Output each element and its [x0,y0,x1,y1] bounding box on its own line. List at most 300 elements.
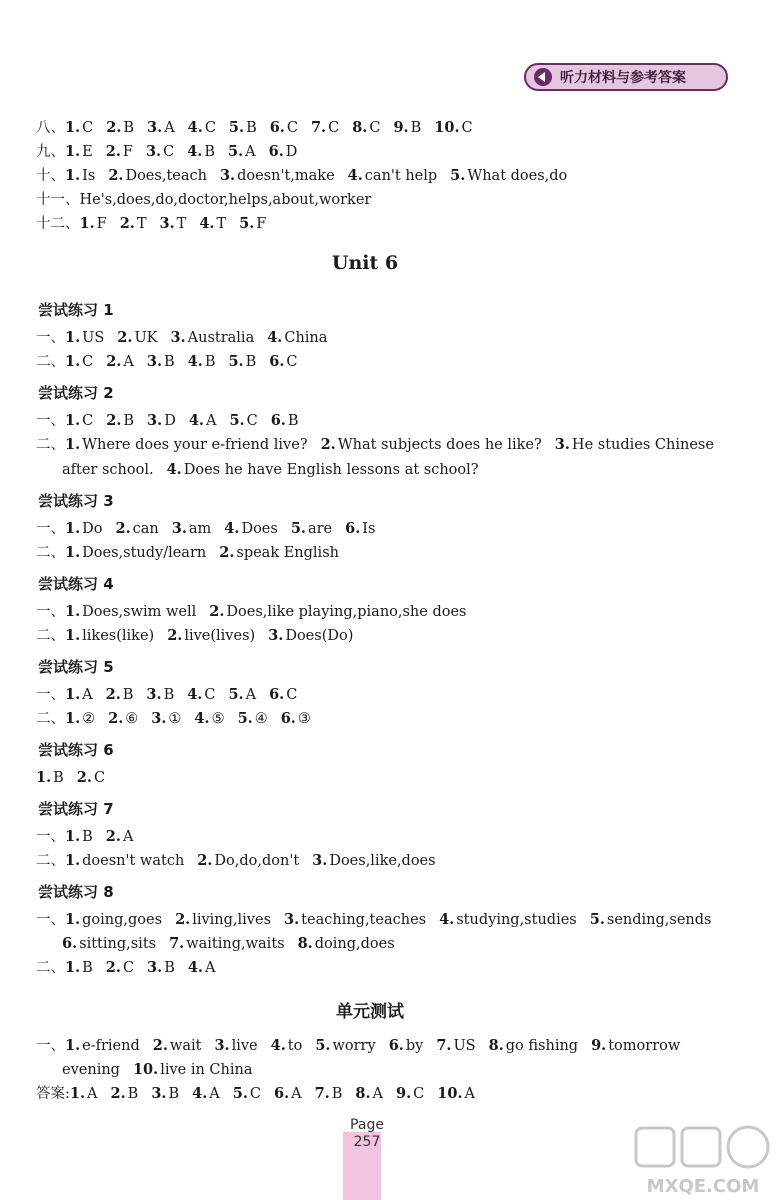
answer-value: UK [134,330,158,346]
answer-item [311,120,339,136]
answer-item [284,912,426,928]
answer-value: D [285,144,298,160]
header-tag-label: 听力材料与参考答案 [560,70,686,86]
answer-value: studying,studies [456,912,577,928]
answer-value: B [164,354,175,370]
answer-number: 2. [105,828,121,845]
answer-value: C [204,687,216,703]
answer-item [62,936,156,952]
answer-item [147,413,176,429]
answer-value: after school. [62,462,154,478]
answer-number: 4. [199,215,215,232]
answer-value: C [461,120,473,136]
answer-value: A [464,1086,475,1102]
section-heading: 尝试练习 8 [38,883,114,901]
answer-number: 3. [146,353,163,370]
answer-line [62,460,492,480]
answer-item [591,1038,680,1054]
answer-item [238,711,268,727]
answer-item [175,912,271,928]
answer-number: 5. [450,167,466,184]
answer-value: ① [168,711,182,727]
answer-number: 4. [187,686,203,703]
question-group-prefix: 答案: [36,1086,70,1102]
answer-item [269,144,298,160]
answer-item [348,168,438,184]
answer-item [116,521,159,537]
section-heading: 尝试练习 2 [38,384,114,402]
answer-value: Does,like playing,piano,she does [226,604,467,620]
answer-number: 4. [187,143,203,160]
answer-item [106,413,134,429]
answer-value: A [245,144,256,160]
answer-value: am [188,521,212,537]
answer-item [389,1038,424,1054]
answer-item [80,216,107,232]
answer-number: 10. [132,1061,159,1078]
answer-item [65,437,308,453]
answer-value: Is [82,168,96,184]
answer-number: 1. [65,520,81,537]
answer-item [187,687,215,703]
answer-value: doesn't,make [237,168,335,184]
answer-number: 2. [76,769,92,786]
answer-item [209,604,466,620]
answer-value: living,lives [192,912,272,928]
answer-value: ⑥ [125,711,139,727]
answer-value: Do [82,521,103,537]
section-heading: 尝试练习 1 [38,301,114,319]
answer-number: 4. [439,911,455,928]
answer-number: 8. [297,935,313,952]
answer-value: to [287,1038,303,1054]
speaker-arrow-icon [534,68,552,86]
answer-number: 3. [170,329,186,346]
answer-value: T [216,216,227,232]
answer-value: C [413,1086,425,1102]
answer-number: 6. [269,353,285,370]
answer-number: 2. [110,1085,126,1102]
answer-number: 4. [187,119,203,136]
answer-number: 4. [187,959,203,976]
answer-value: sending,sends [606,912,712,928]
answer-item [436,1038,475,1054]
answer-line [36,685,310,705]
answer-item [298,936,395,952]
answer-number: 1. [65,119,81,136]
page-label: Page [350,1117,384,1133]
answer-number: 1. [65,627,81,644]
answer-number: 1. [36,769,52,786]
answer-value: Australia [187,330,255,346]
answer-value: B [331,1086,343,1102]
answer-number: 4. [270,1037,286,1054]
section-heading: 尝试练习 3 [38,492,114,510]
answer-value: live in China [160,1062,253,1078]
answer-value: Does,teach [125,168,207,184]
answer-line [36,1036,693,1056]
answer-line [36,958,228,978]
answer-number: 6. [345,520,361,537]
answer-number: 2. [117,329,133,346]
answer-item [65,912,162,928]
answer-number: 5. [227,143,244,160]
answer-value: ③ [297,711,311,727]
answer-item [169,936,285,952]
answer-number: 9. [393,119,409,136]
answer-item [65,545,206,561]
answer-number: 1. [65,1037,81,1054]
answer-item [65,168,95,184]
answer-line [36,519,388,539]
section-heading: 尝试练习 6 [38,741,114,759]
answer-value: B [410,120,422,136]
answer-number: 8. [488,1037,504,1054]
answer-item [270,120,298,136]
answer-number: 3. [147,412,163,429]
answer-value: likes(like) [82,628,155,644]
answer-item [171,330,255,346]
answer-item [355,1086,383,1102]
answer-value: worry [332,1038,376,1054]
answer-value: What subjects does he like? [337,437,542,453]
answer-item [65,330,104,346]
answer-line [36,626,366,646]
answer-value: A [164,120,175,136]
answer-item [133,1062,253,1078]
answer-value: doing,does [314,936,395,952]
answer-item [106,687,134,703]
answer-item [197,853,299,869]
answer-item [147,354,175,370]
answer-item [167,462,479,478]
answer-value: D [164,413,176,429]
answer-item [65,711,95,727]
answer-item [228,687,256,703]
answer-item [396,1086,424,1102]
answer-number: 5. [589,911,605,928]
question-group-prefix: 十二、 [36,216,80,232]
answer-item [153,1038,202,1054]
answer-value: Does,study/learn [82,545,207,561]
answer-value: sitting,sits [79,936,157,952]
answer-number: 6. [269,686,285,703]
answer-value: ② [82,711,96,727]
answer-item [172,521,212,537]
answer-number: 1. [69,1085,86,1102]
answer-item [65,120,93,136]
answer-value: B [127,1086,139,1102]
answer-item [219,545,339,561]
answer-item [312,853,435,869]
answer-value: China [284,330,328,346]
answer-item [393,120,421,136]
answer-line [62,934,408,954]
answer-item [62,462,154,478]
answer-value: can [132,521,159,537]
answer-value: A [245,687,257,703]
answer-line [36,851,449,871]
answer-value: F [122,144,133,160]
answer-line [36,166,580,186]
answer-value: C [82,120,94,136]
answer-item [199,216,226,232]
answer-number: 2. [106,412,122,429]
answer-number: 2. [106,119,122,136]
answer-number: 4. [347,167,363,184]
answer-number: 5. [315,1037,331,1054]
answer-value: wait [169,1038,202,1054]
answer-number: 1. [65,436,81,453]
answer-value: Does [241,521,278,537]
answer-line [36,328,340,348]
answer-item [269,354,297,370]
answer-item [267,330,327,346]
question-group-prefix: 一、 [36,330,65,346]
answer-item [555,437,714,453]
answer-item [188,354,216,370]
answer-item [106,120,134,136]
answer-item [65,521,103,537]
answer-item [271,1038,303,1054]
answer-value: speak English [236,545,339,561]
answer-item [239,216,266,232]
answer-number: 1. [65,911,81,928]
answer-value: waiting,waits [186,936,285,952]
answer-number: 5. [237,710,253,727]
section-heading: 尝试练习 7 [38,800,114,818]
answer-value: B [123,120,135,136]
answer-item [106,144,133,160]
answer-number: 6. [270,412,286,429]
answer-item [70,1086,98,1102]
answer-number: 2. [119,215,135,232]
answer-number: 1. [65,353,81,370]
answer-item [151,711,181,727]
answer-item [65,853,184,869]
answer-item [194,711,224,727]
answer-value: B [246,120,257,136]
answer-value: B [168,1086,180,1102]
answer-value: B [53,770,64,786]
answer-item [189,413,217,429]
answer-value: go fishing [505,1038,579,1054]
answer-number: 4. [166,461,182,478]
answer-number: 3. [147,119,163,136]
answer-value: E [82,144,93,160]
answer-line [36,910,724,930]
answer-item [120,216,147,232]
header-tag [524,63,728,91]
answer-line [36,118,486,138]
answer-value: A [82,687,93,703]
answer-number: 2. [209,603,225,620]
answer-value: Does,swim well [82,604,197,620]
answer-number: 1. [65,852,81,869]
answer-value: Does he have English lessons at school? [183,462,479,478]
answer-item [111,1086,139,1102]
question-group-prefix: 十、 [36,168,65,184]
answer-number: 1. [65,329,81,346]
answer-item [65,413,93,429]
question-group-prefix: 二、 [36,545,65,561]
answer-item [62,1062,120,1078]
answer-number: 9. [396,1085,412,1102]
answer-value: What does,do [467,168,568,184]
question-group-prefix: 二、 [36,711,65,727]
answer-number: 2. [115,520,131,537]
answer-item [65,354,93,370]
answer-item [65,628,154,644]
answer-number: 3. [151,710,167,727]
answer-item [345,521,375,537]
answer-item [65,960,93,976]
answer-value: He's,does,do,doctor,helps,about,worker [79,192,372,208]
answer-item [233,1086,261,1102]
answer-item [188,960,216,976]
answer-value: F [256,216,267,232]
answer-number: 5. [232,1085,248,1102]
answer-value: C [249,1086,261,1102]
answer-value: teaching,teaches [301,912,427,928]
answer-item [229,120,257,136]
answer-value: A [123,354,134,370]
answer-line [36,709,324,729]
question-group-prefix: 八、 [36,120,65,136]
answer-number: 6. [268,143,284,160]
answer-number: 2. [320,436,336,453]
watermark-text: MXQE.COM [646,1176,760,1197]
answer-value: A [87,1086,98,1102]
section-heading: 尝试练习 4 [38,575,114,593]
answer-number: 4. [224,520,240,537]
question-group-prefix: 九、 [36,144,65,160]
unit-test-title: 单元测试 [336,1002,404,1022]
answer-number: 4. [187,353,203,370]
answer-number: 6. [269,119,285,136]
watermark-logo [628,1120,778,1200]
answer-value: B [245,354,257,370]
answer-number: 2. [106,353,122,370]
answer-item [229,413,257,429]
question-group-prefix: 二、 [36,853,65,869]
answer-number: 8. [355,1085,371,1102]
answer-value: B [82,960,93,976]
answer-item [65,1038,140,1054]
answer-item [269,687,297,703]
answer-number: 2. [152,1037,168,1054]
unit-title: Unit 6 [331,252,399,274]
answer-item [65,687,93,703]
question-group-prefix: 一、 [36,413,65,429]
answer-value: Does(Do) [285,628,354,644]
answer-value: going,goes [82,912,163,928]
answer-number: 5. [228,119,245,136]
answer-item [65,144,93,160]
answer-item [434,120,472,136]
answer-number: 1. [65,710,81,727]
answer-item [315,1086,343,1102]
answer-value: can't help [364,168,438,184]
answer-number: 3. [219,167,236,184]
answer-value: C [286,354,298,370]
answer-item [146,144,174,160]
answer-line [36,1084,488,1104]
answer-line [36,411,312,431]
answer-value: are [307,521,333,537]
answer-value: A [204,960,216,976]
question-group-prefix: 二、 [36,628,65,644]
answer-value: US [82,330,105,346]
answer-value: ⑤ [211,711,225,727]
answer-item [160,216,187,232]
answer-item [228,354,256,370]
question-group-prefix: 十一、 [36,192,80,208]
answer-item [274,1086,302,1102]
answer-number: 1. [65,167,81,184]
answer-item [450,168,567,184]
answer-number: 3. [171,520,187,537]
question-group-prefix: 一、 [36,687,65,703]
answer-number: 3. [147,959,163,976]
answer-line [36,543,352,563]
answer-item [590,912,712,928]
answer-number: 2. [175,911,191,928]
answer-number: 2. [219,544,235,561]
answer-value: C [286,687,298,703]
answer-value: C [82,354,94,370]
section-heading: 尝试练习 5 [38,658,114,676]
answer-number: 6. [62,935,78,952]
answer-number: 5. [290,520,306,537]
answer-number: 3. [214,1037,230,1054]
answer-value: C [93,770,106,786]
question-group-prefix: 二、 [36,354,65,370]
answer-number: 3. [159,215,175,232]
answer-number: 10. [434,119,460,136]
answer-value: A [291,1086,302,1102]
answer-line [36,142,310,162]
answer-number: 9. [591,1037,607,1054]
answer-item [106,960,134,976]
answer-line [36,214,279,234]
answer-value: tomorrow [608,1038,681,1054]
question-group-prefix: 一、 [36,604,65,620]
answer-number: 8. [352,119,368,136]
answer-value: A [209,1086,220,1102]
question-group-prefix: 一、 [36,1038,65,1054]
answer-item [352,120,380,136]
answer-item [437,1086,475,1102]
answer-number: 7. [436,1037,452,1054]
answer-item [80,192,372,208]
answer-item [106,354,134,370]
question-group-prefix: 一、 [36,829,65,845]
answer-value: C [246,413,258,429]
answer-number: 2. [105,143,121,160]
answer-number: 3. [151,1085,167,1102]
answer-item [106,829,134,845]
answer-number: 2. [105,686,121,703]
question-group-prefix: 一、 [36,912,65,928]
answer-number: 2. [108,167,124,184]
answer-number: 5. [239,215,255,232]
answer-item [36,770,64,786]
answer-line [36,602,480,622]
answer-value: C [82,413,94,429]
answer-item [65,829,93,845]
answer-number: 3. [284,911,300,928]
